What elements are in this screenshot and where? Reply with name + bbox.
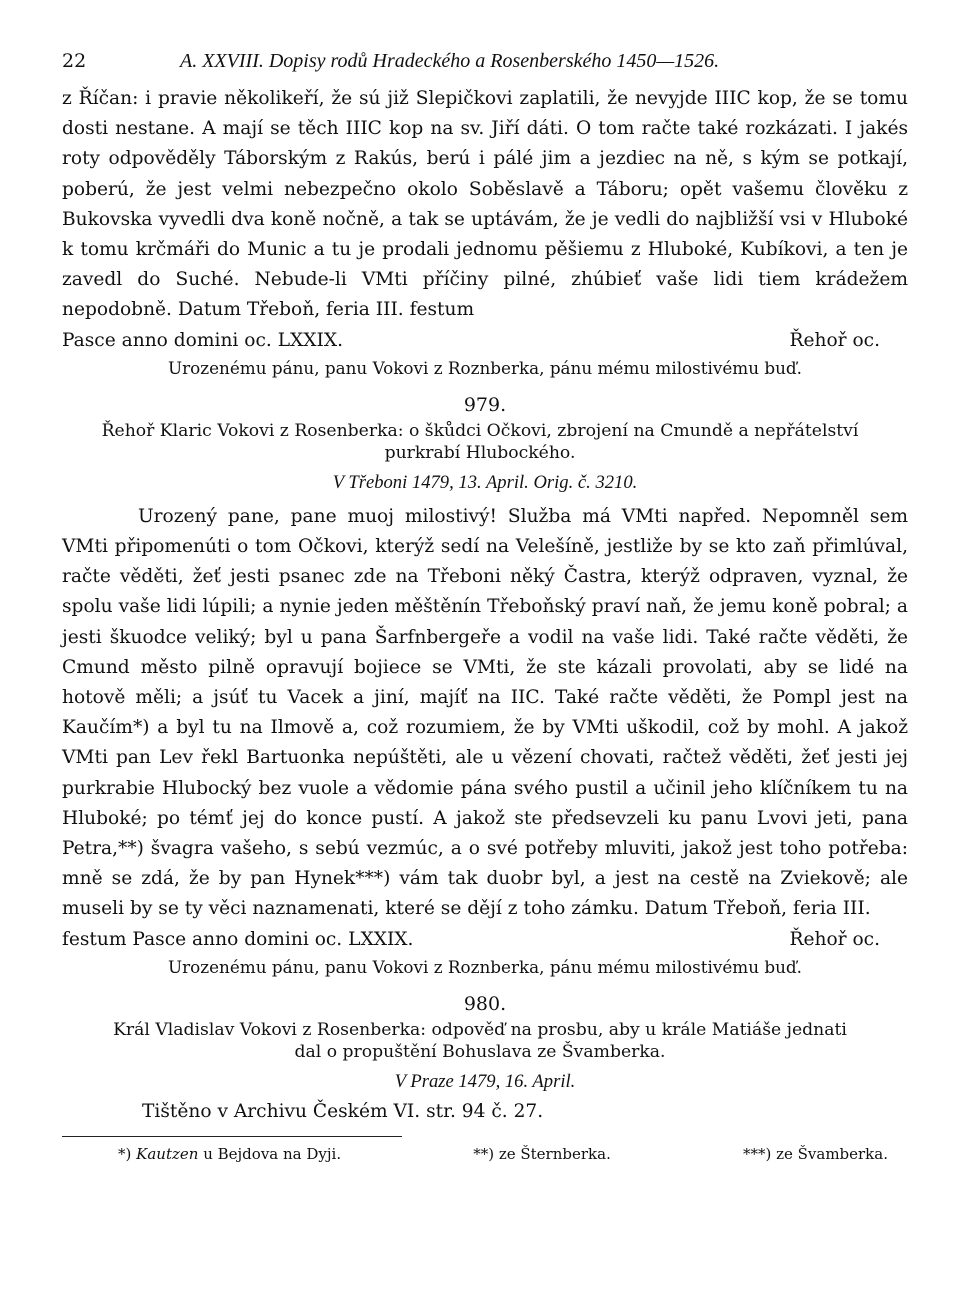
letter-summary-979 [82,420,878,464]
summary-line: Král Vladislav Vokovi z Rosenberka: odpověď na prosbu, aby u krále Matiáše jednati [113,1019,847,1040]
letter-summary-980 [82,1019,878,1063]
signoff: Řehoř oc. [789,329,880,351]
page-header [62,40,908,84]
printed-reference: Tištěno v Archivu Českém VI. str. 94 č. 27. [142,1100,544,1122]
footnote-1 [118,1145,341,1163]
continued-letter-text: z Říčan: i pravie několikeří, že sú již Slepičkovi zaplatili, že nevyjde IIIC kop, že se tomu dosti nestane. A mají se těch IIIC kop na sv. Jiří dáti. O tom račte také rozkázati. I jakés roty odpověděly Táborským z Rakús, berú i pálé jim a jezdiec na ně, s kým se potkají, poberú, že jest velmi nebezpečno okolo Soběslavě a Táboru; opět vašemu člověku z Bukovska vyvedli dva koně nočně, a tak se uptávám, že je vedli do najbližší vsi v Hluboké k tomu krčmáři do Munic a tu je prodali jednomu pěšiemu z Hluboké, Kubíkovi, a ten je zavedl do Suché. Nebude-li VMti příčiny pilné, zhúbieť vaše lidi tiem krádežem nepodobně. Datum Třeboň, feria III. festum [62,88,908,321]
dateline-text: festum Pasce anno domini oc. LXXIX. [62,928,414,950]
letter-number-979: 979. [463,393,507,416]
running-title: A. XXVIII. Dopisy rodů Hradeckého a Rosenberského 1450—1526. [180,50,720,72]
footnote-rule [62,1136,402,1137]
footnote-place: Kautzen [136,1144,199,1163]
footnote-3: ***) ze Švamberka. [742,1144,888,1163]
footnote-text: u Bejdova na Dyji. [203,1144,342,1163]
footnote-2: **) ze Šternberka. [473,1144,611,1163]
dateline-text: Pasce anno domini oc. LXXIX. [62,329,344,351]
summary-line: dal o propuštění Bohuslava ze Švamberka. [294,1041,666,1062]
page-number: 22 [62,50,87,72]
summary-line: Řehoř Klaric Vokovi z Rosenberka: o škůdci Očkovi, zbrojení na Cmundě a nepřátelství [101,420,859,441]
footnotes [62,1145,908,1163]
letter-address: Urozenému pánu, panu Vokovi z Roznberka, pánu mému milostivému buď. [168,956,802,977]
letter-source-979: V Třeboni 1479, 13. April. Orig. č. 3210. [332,471,638,493]
summary-line: purkrabí Hlubockého. [384,442,576,463]
letter-dateline-979 [62,925,908,955]
letter-address: Urozenému pánu, panu Vokovi z Roznberka, pánu mému milostivému buď. [168,357,802,378]
letter-source-980: V Praze 1479, 16. April. [394,1070,576,1092]
letter-text-979: Urozený pane, pane muoj milostivý! Služba má VMti napřed. Nepomněl sem VMti připomenúti o tom Očkovi, kterýž sedí na Velešíně, jestliže by se kto zaň přimlúval, račte věděti, žeť jesti psanec zde na Třeboni něký Častra, kterýž odpraven, vyznal, že spolu vaše lidi lúpili; a nynie jeden měštěnín Třeboňský praví naň, že jemu koně pobral; a jesti škuodce veliký; byl u pana Šarfnbergeře a vodil na vaše lidi. Také račte věděti, že Cmund město pilně opravují bojiece se VMti, že ste kázali provolati, aby se lidé na hotově měli; a jsúť tu Vacek a jiní, majíť na IIC. Také račte věděti, že Pompl jest na Kaučím*) a byl tu na Ilmově a, což rozumiem, že by VMti uškodil, což by mohl. A jakož VMti pan Lev řekl Bartuonka nepúštěti, ale u vězení chovati, račtež věděti, žeť jesti jej purkrabie Hlubocký bez vuole a vědomie pána svého pustil a učinil jeho klíčníkem tu na Hluboké; po témť jej do konce pustí. A jakož ste předsevzeli ku panu Lvovi jeti, pana Petra,**) švagra vašeho, s sebú vezmúc, a o své potřeby mluviti, jakož jest toho potřeba: mně se zdá, že by pan Hynek***) vám tak duobr byl, a jest na cestě na Zviekově; ale museli by se ty věci naznamenati, které se dějí z toho zámku. Datum Třeboň, feria III. [62,505,908,920]
signoff: Řehoř oc. [789,928,880,950]
document-page [62,40,908,1163]
footnote-mark: *) [118,1144,132,1163]
continued-letter-dateline [62,326,908,356]
letter-number-980: 980. [463,992,507,1015]
